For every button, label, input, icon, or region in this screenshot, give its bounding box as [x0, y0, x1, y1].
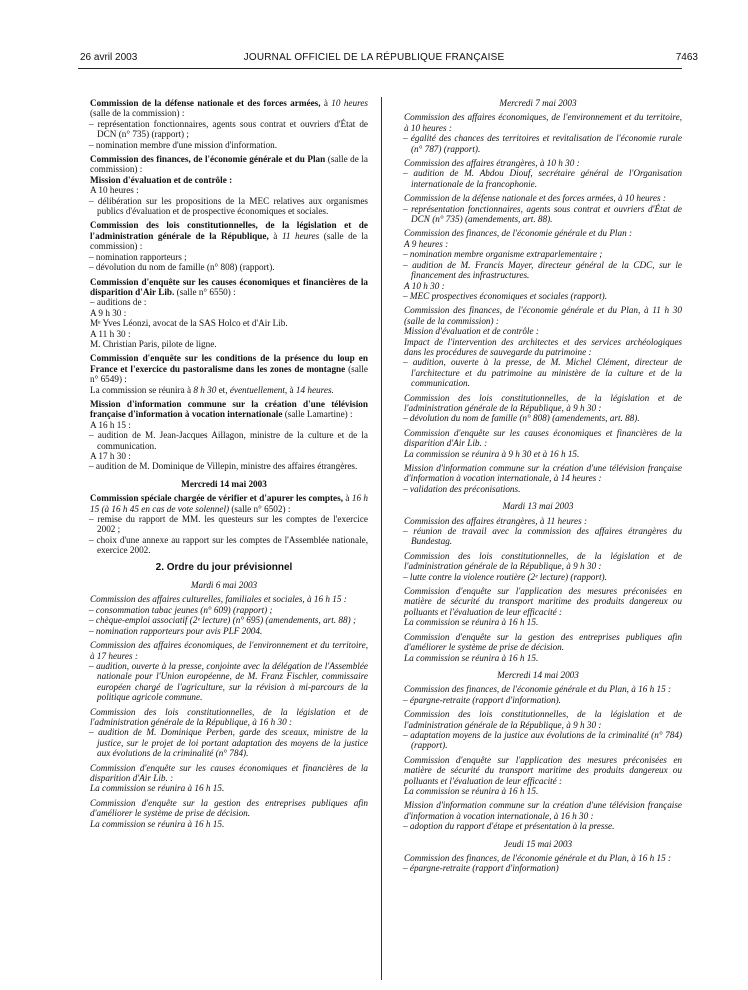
- list-item: – validation des préconisations.: [403, 483, 521, 494]
- entry-defense: Commission de la défense nationale et des forces armées, à 10 heures (salle de la commission) :: [90, 98, 368, 119]
- list-item: – audition de M. Abdou Diouf, secrétaire général de l'Organisation internationale de la francophonie.: [403, 168, 682, 189]
- meeting-line: La commission se réunira à 16 h 15.: [404, 652, 539, 663]
- meeting-line: La commission se réunira à 8 h 30 et, éventuellement, à 14 heures.: [90, 384, 334, 395]
- entry-airlib-2: Commission d'enquête sur les causes économiques et financières de la disparition d'Air Lib. :: [90, 762, 368, 783]
- time-label: A 10 heures :: [90, 185, 139, 196]
- list-item: – nomination membre organisme extraparlementaire ;: [403, 249, 603, 260]
- entry-mission-tv: Mission d'information commune sur la création d'une télévision française d'information à vocation internationale, à 14 heures :: [404, 463, 682, 484]
- time-label: A 9 h 30 :: [90, 307, 127, 318]
- entry-finances-2: Commission des finances, de l'économie générale et du Plan, à 11 h 30 (salle de la commission) :: [404, 305, 682, 326]
- list-item: – réunion de travail avec la commission des affaires étrangères du Bundestag.: [403, 526, 682, 547]
- entry-airlib: Commission d'enquête sur les causes économiques et financières de la disparition d'Air Lib. :: [404, 427, 682, 449]
- time-label: A 17 h 30 :: [90, 451, 131, 461]
- meeting-line: La commission se réunira à 16 h 15.: [90, 783, 225, 794]
- entry-maritime-2: Commission d'enquête sur l'application des mesures préconisées en matière de sécurité du transport maritime des produits dangereux ou polluants et l'évaluation de leur efficacité :: [404, 754, 682, 786]
- header-date: 26 avril 2003: [80, 52, 138, 63]
- list-item: – audition de M. Dominique de Villepin, ministre des affaires étrangères.: [89, 461, 358, 472]
- header-rule: [78, 68, 682, 69]
- list-item: M. Christian Paris, pilote de ligne.: [90, 338, 217, 349]
- list-item: – chèque-emploi associatif (2ᵉ lecture) (n° 695) (amendements, art. 88) ;: [89, 615, 357, 626]
- entry-mission-tv: Mission d'information commune sur la création d'une télévision française d'information à vocation internationale (salle Lamartine) :: [90, 398, 368, 420]
- right-column: [394, 98, 682, 874]
- list-item: – représentation fonctionnaires, agents sous contrat et ouvriers d'État de DCN (n° 735) (rapport) ;: [89, 118, 368, 140]
- list-item: – adoption du rapport d'étape et présentation à la presse.: [403, 821, 615, 832]
- list-item: – nomination rapporteurs pour avis PLF 2004.: [89, 625, 263, 636]
- entry-culturelles: Commission des affaires culturelles, familiales et sociales, à 16 h 15 :: [90, 594, 347, 605]
- entry-finances: Commission des finances, de l'économie générale et du Plan (salle de la commission) :: [90, 154, 368, 175]
- entry-lois-2: Commission des lois constitutionnelles, de la législation et de l'administration générale de la République, à 16 h 30 :: [90, 706, 368, 727]
- list-item: – consommation tabac jeunes (n° 609) (rapport) ;: [89, 604, 273, 615]
- date-heading: Mardi 6 mai 2003: [190, 580, 258, 591]
- entry-lois-2: Commission des lois constitutionnelles, de la législation et de l'administration générale de la République, à 9 h 30 :: [404, 550, 682, 572]
- entry-finances-3: Commission des finances, de l'économie générale et du Plan, à 16 h 15 :: [404, 684, 672, 695]
- entry-finances: Commission des finances, de l'économie générale et du Plan :: [404, 228, 633, 239]
- subheading: Mission d'évaluation et de contrôle :: [404, 326, 539, 337]
- list-item: – remise du rapport de MM. les questeurs sur les comptes de l'exercice 2002 ;: [89, 514, 368, 535]
- meeting-line: La commission se réunira à 16 h 15.: [404, 617, 539, 628]
- entry-maritime: Commission d'enquête sur l'application des mesures préconisées en matière de sécurité du transport maritime des produits dangereux ou polluants et l'évaluation de leur efficacité :: [404, 586, 682, 617]
- date-heading: Mercredi 14 mai 2003: [181, 478, 267, 489]
- entry-mission-tv-2: Mission d'information commune sur la création d'une télévision française d'information à vocation internationale, à 16 h 30 :: [404, 800, 682, 821]
- left-column: [80, 98, 368, 829]
- entry-defense: Commission de la défense nationale et des forces armées, à 10 heures :: [404, 193, 666, 204]
- list-item: – représentation fonctionnaires, agents sous contrat et ouvriers d'État de DCN (n° 735) (amendements, art. 88).: [403, 203, 682, 225]
- subheading: Mission d'évaluation et de contrôle :: [90, 174, 233, 185]
- entry-etrangeres: Commission des affaires étrangères, à 10 h 30 :: [404, 158, 580, 169]
- list-item: – audition, ouverte à la presse, conjointe avec la délégation de l'Assemblée nationale pour l'Union européenne, de M. Franz Fischler, commissaire européen chargé de l'agriculture, sur la révision à mi-parcours de la politique agricole commune.: [89, 660, 368, 703]
- section-heading: 2. Ordre du jour prévisionnel: [155, 561, 293, 573]
- list-item: – audition de M. Dominique Perben, garde des sceaux, ministre de la justice, sur le projet de loi portant adaptation des moyens de la justice aux évolutions de la criminalité (n° 784).: [89, 727, 368, 759]
- list-item: – égalité des chances des territoires et revitalisation de l'économie rurale (n° 787) (rapport).: [403, 133, 682, 154]
- entry-comptes: Commission spéciale chargée de vérifier et d'apurer les comptes, à 16 h 15 (à 16 h 45 en cas de vote solennel) (salle n° 6502) :: [90, 493, 369, 514]
- list-item: – nomination membre d'une mission d'information.: [89, 139, 278, 150]
- date-heading: Mercredi 14 mai 2003: [497, 669, 579, 680]
- list-item: – audition, ouverte à la presse, de M. Michel Clément, directeur de l'architecture et du patrimoine au ministère de la culture et de la communication.: [403, 357, 682, 389]
- entry-lois: Commission des lois constitutionnelles, de la législation et de l'administration générale de la République, à 11 heures (salle de la commission) :: [90, 220, 369, 252]
- meeting-line: La commission se réunira à 16 h 15.: [404, 785, 539, 796]
- list-item: – dévolution du nom de famille (n° 808) (amendements, art. 88).: [403, 413, 640, 424]
- date-heading: Mercredi 7 mai 2003: [499, 98, 577, 108]
- entry-finances-4: Commission des finances, de l'économie générale et du Plan, à 16 h 15 :: [404, 853, 672, 863]
- list-item: – audition de M. Francis Mayer, directeur général de la CDC, sur le financement des infrastructures.: [403, 259, 682, 281]
- entry-entreprises: Commission d'enquête sur la gestion des entreprises publiques afin d'améliorer le système de prise de décision.: [404, 631, 682, 653]
- meeting-line: La commission se réunira à 9 h 30 et à 16 h 15.: [404, 448, 580, 459]
- meeting-line: La commission se réunira à 16 h 15.: [90, 818, 225, 829]
- list-item: – audition de M. Jean-Jacques Aillagon, ministre de la culture et de la communication.: [89, 430, 368, 451]
- running-header: [0, 52, 748, 66]
- list-item: – épargne-retraite (rapport d'information).: [403, 694, 561, 705]
- list-item: – délibération sur les propositions de la MEC relatives aux organismes publics d'évaluation et de prospective économiques et sociales.: [89, 195, 368, 217]
- list-item: – adaptation moyens de la justice aux évolutions de la criminalité (n° 784) (rapport).: [403, 729, 682, 751]
- entry-loup: Commission d'enquête sur les conditions de la présence du loup en France et l'exercice du pastoralisme dans les zones de montagne (salle n° 6549) :: [90, 353, 368, 385]
- list-item: – lutte contre la violence routière (2ᵉ lecture) (rapport).: [403, 571, 607, 582]
- list-item: – choix d'une annexe au rapport sur les comptes de l'Assemblée nationale, exercice 2002.: [89, 534, 368, 556]
- time-label: A 10 h 30 :: [404, 280, 445, 291]
- time-label: A 11 h 30 :: [90, 328, 131, 339]
- entry-lois-3: Commission des lois constitutionnelles, de la législation et de l'administration générale de la République, à 9 h 30 :: [404, 709, 682, 730]
- entry-etrangeres-2: Commission des affaires étrangères, à 11 heures :: [404, 515, 588, 526]
- column-divider: [381, 97, 382, 980]
- list-item: – épargne-retraite (rapport d'information): [403, 863, 559, 874]
- entry-economiques: Commission des affaires économiques, de l'environnement et du territoire, à 10 heures :: [404, 112, 682, 133]
- header-title: JOURNAL OFFICIEL DE LA RÉPUBLIQUE FRANÇAISE: [243, 52, 505, 63]
- date-heading: Jeudi 15 mai 2003: [503, 838, 573, 849]
- entry-economiques: Commission des affaires économiques, de l'environnement et du territoire, à 17 heures :: [90, 640, 368, 661]
- topic-line: Impact de l'intervention des architectes et des services archéologiques dans les procédures de sauvegarde du patrimoine :: [404, 336, 682, 357]
- entry-entreprises: Commission d'enquête sur la gestion des entreprises publiques afin d'améliorer le système de prise de décision.: [90, 797, 368, 819]
- list-item: – MEC prospectives économiques et sociales (rapport).: [403, 290, 608, 301]
- time-label: A 16 h 15 :: [90, 419, 131, 430]
- list-item: – dévolution du nom de famille (n° 808) (rapport).: [89, 262, 275, 273]
- entry-lois: Commission des lois constitutionnelles, de la législation et de l'administration générale de la République, à 9 h 30 :: [404, 392, 682, 413]
- date-heading: Mardi 13 mai 2003: [502, 501, 574, 512]
- list-item: – nomination rapporteurs ;: [89, 251, 187, 262]
- header-page-number: 7463: [675, 52, 698, 63]
- list-item: Mᵉ Yves Léonzi, avocat de la SAS Holco et d'Air Lib.: [90, 318, 288, 329]
- time-label: A 9 heures :: [404, 238, 449, 249]
- list-item: – auditions de :: [90, 297, 147, 308]
- entry-airlib: Commission d'enquête sur les causes économiques et financières de la disparition d'Air Lib. (salle n° 6550) :: [90, 276, 368, 297]
